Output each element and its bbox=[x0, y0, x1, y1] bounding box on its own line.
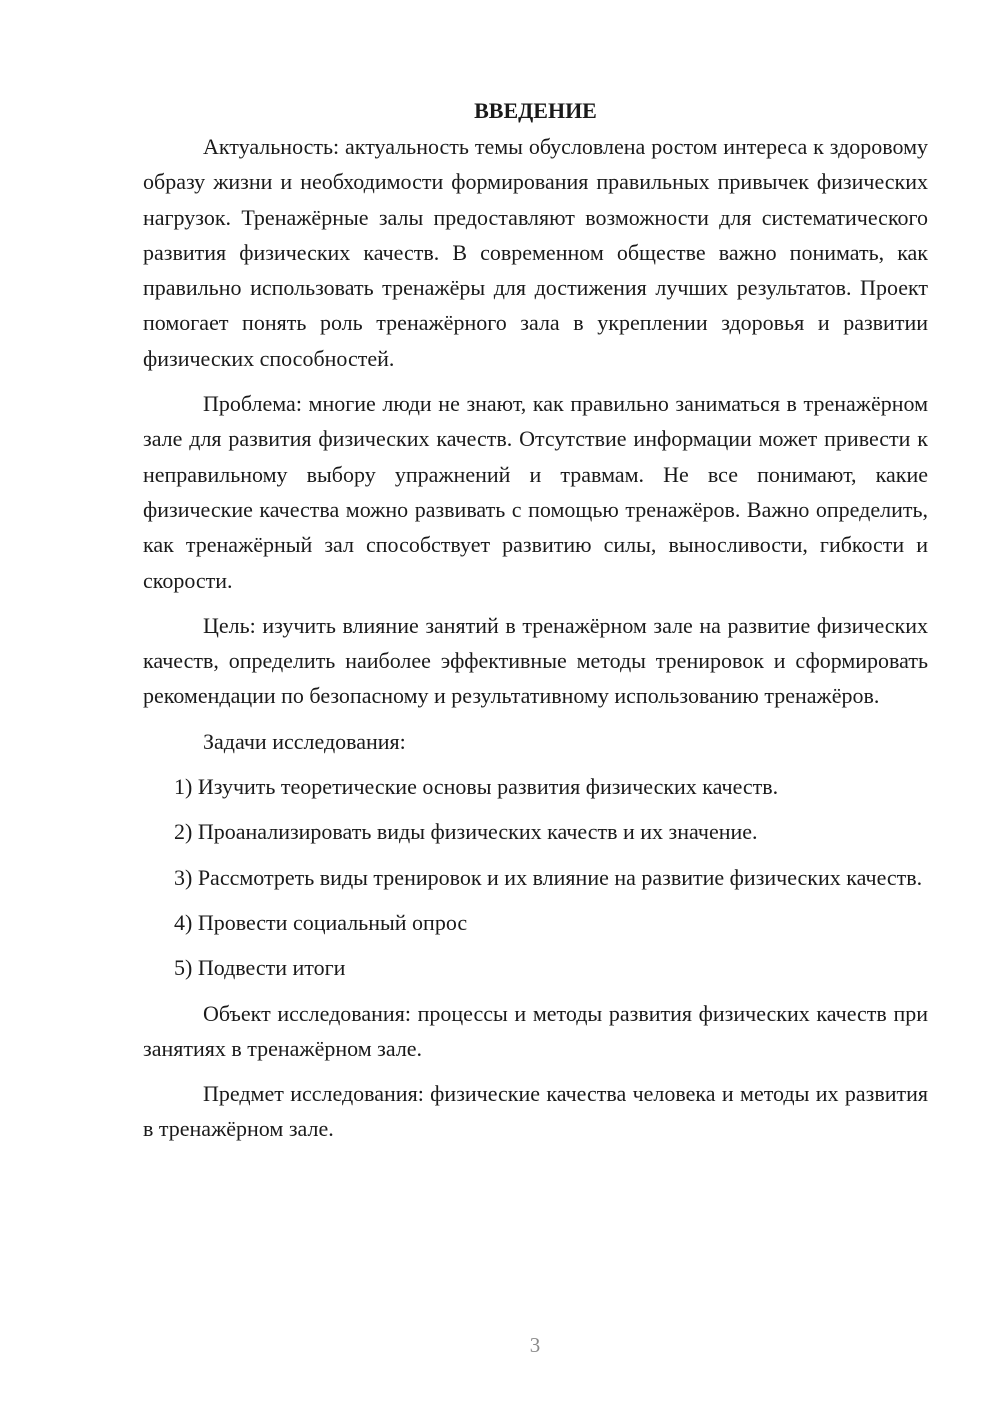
task-item: 5) Подвести итоги bbox=[174, 955, 346, 981]
section-heading: ВВЕДЕНИЕ bbox=[474, 98, 597, 123]
problem-paragraph: Проблема: многие люди не знают, как правильно заниматься в тренажёрном зале для развития физических качеств. Отсутствие информации может привести к неправильному выбору упражнений и травмам. Не все понимают, какие физические качества можно развивать с помощью тренажёров. Важно определить, как тренажёрный зал способствует развитию силы, выносливости, гибкости и скорости. bbox=[143, 391, 928, 593]
page-number: 3 bbox=[529, 1333, 541, 1357]
task-item: 4) Провести социальный опрос bbox=[174, 909, 468, 935]
tasks-title: Задачи исследования: bbox=[203, 728, 406, 754]
relevance-paragraph: Актуальность: актуальность темы обусловлена ростом интереса к здоровому образу жизни и необходимости формирования правильных привычек физических нагрузок. Тренажёрные залы предоставляют возможности для систематического развития физических качеств. В современном обществе важно понимать, как правильно использовать тренажёры для достижения лучших результатов. Проект помогает понять роль тренажёрного зала в укреплении здоровья и развитии физических способностей. bbox=[143, 134, 928, 371]
subject-paragraph: Предмет исследования: физические качества человека и методы их развития в тренажёрном зале. bbox=[143, 1081, 928, 1142]
task-item: 1) Изучить теоретические основы развития физических качеств. bbox=[174, 774, 779, 800]
task-item: 3) Рассмотреть виды тренировок и их влияние на развитие физических качеств. bbox=[174, 864, 923, 890]
object-paragraph: Объект исследования: процессы и методы развития физических качеств при занятиях в тренажёрном зале. bbox=[143, 1000, 928, 1061]
task-item: 2) Проанализировать виды физических качеств и их значение. bbox=[174, 819, 758, 845]
document-page bbox=[143, 93, 928, 1157]
goal-paragraph: Цель: изучить влияние занятий в тренажёрном зале на развитие физических качеств, определить наиболее эффективные методы тренировок и сформировать рекомендации по безопасному и результативному использованию тренажёров. bbox=[143, 612, 928, 709]
